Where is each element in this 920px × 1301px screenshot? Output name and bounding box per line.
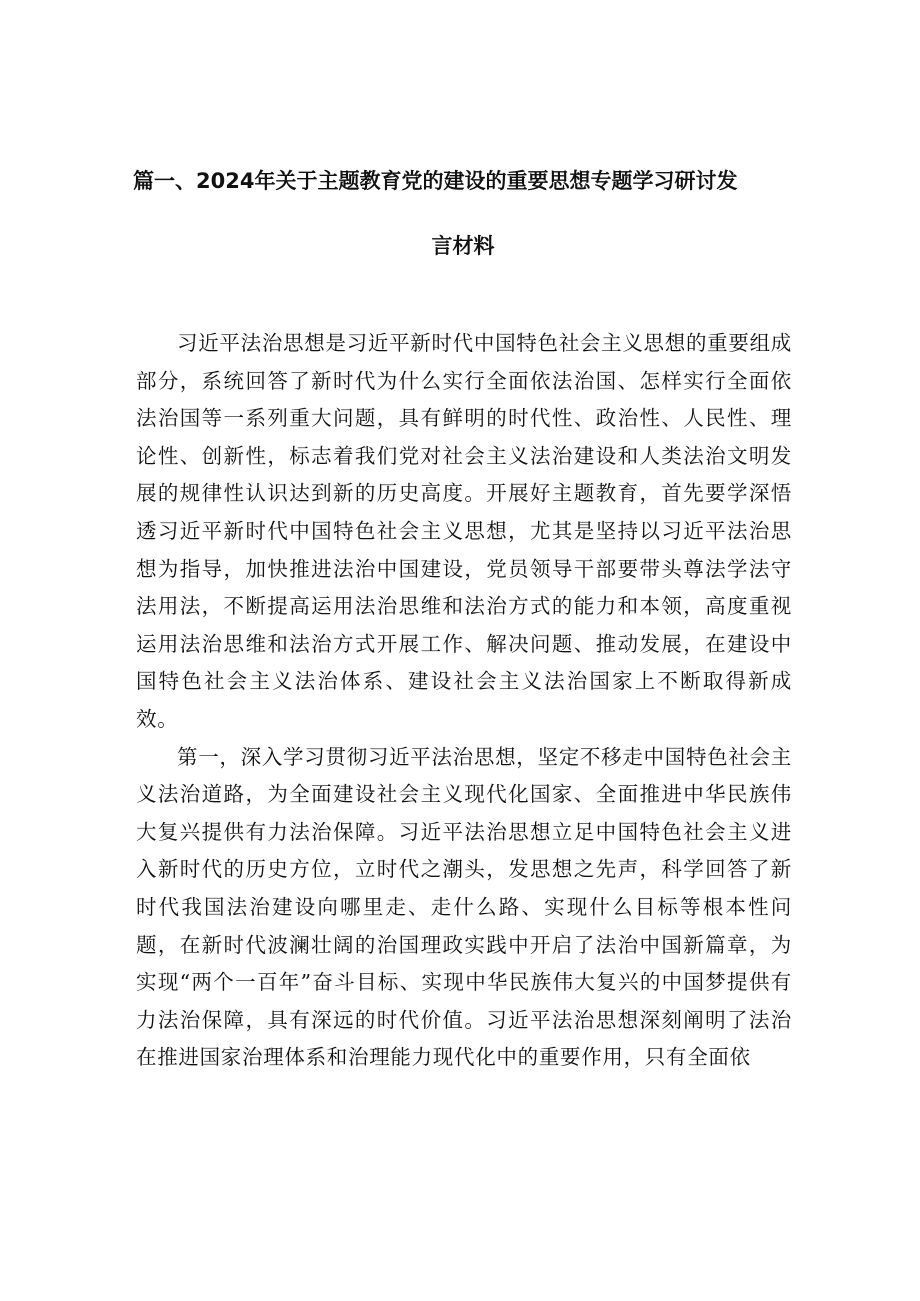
document-title-line-2: 言材料	[431, 234, 495, 258]
document-title-line-1: 篇一、2024年关于主题教育党的建设的重要思想专题学习研讨发	[133, 169, 738, 193]
paragraph-1: 习近平法治思想是习近平新时代中国特色社会主义思想的重要组成部分，系统回答了新时代为什么实行全面依法治国、怎样实行全面依法治国等一系列重大问题，具有鲜明的时代性、政治性、人民性、理论性、创新性，标志着我们党对社会主义法治建设和人类法治文明发展的规律性认识达到新的历史高度。开展好主题教育，首先要学深悟透习近平新时代中国特色社会主义思想，尤其是坚持以习近平法治思想为指导，加快推进法治中国建设，党员领导干部要带头尊法学法守法用法，不断提高运用法治思维和法治方式的能力和本领，高度重视运用法治思维和法治方式开展工作、解决问题、推动发展，在建设中国特色社会主义法治体系、建设社会主义法治国家上不断取得新成效。	[136, 331, 792, 731]
paragraph-2: 第一，深入学习贯彻习近平法治思想，坚定不移走中国特色社会主义法治道路，为全面建设社会主义现代化国家、全面推进中华民族伟大复兴提供有力法治保障。习近平法治思想立足中国特色社会主义进入新时代的历史方位，立时代之潮头，发思想之先声，科学回答了新时代我国法治建设向哪里走、走什么路、实现什么目标等根本性问题，在新时代波澜壮阔的治国理政实践中开启了法治中国新篇章，为实现“两个一百年”奋斗目标、实现中华民族伟大复兴的中国梦提供有力法治保障，具有深远的时代价值。习近平法治思想深刻阐明了法治在推进国家治理体系和治理能力现代化中的重要作用，只有全面依	[136, 744, 792, 1070]
document-body	[136, 325, 792, 1077]
